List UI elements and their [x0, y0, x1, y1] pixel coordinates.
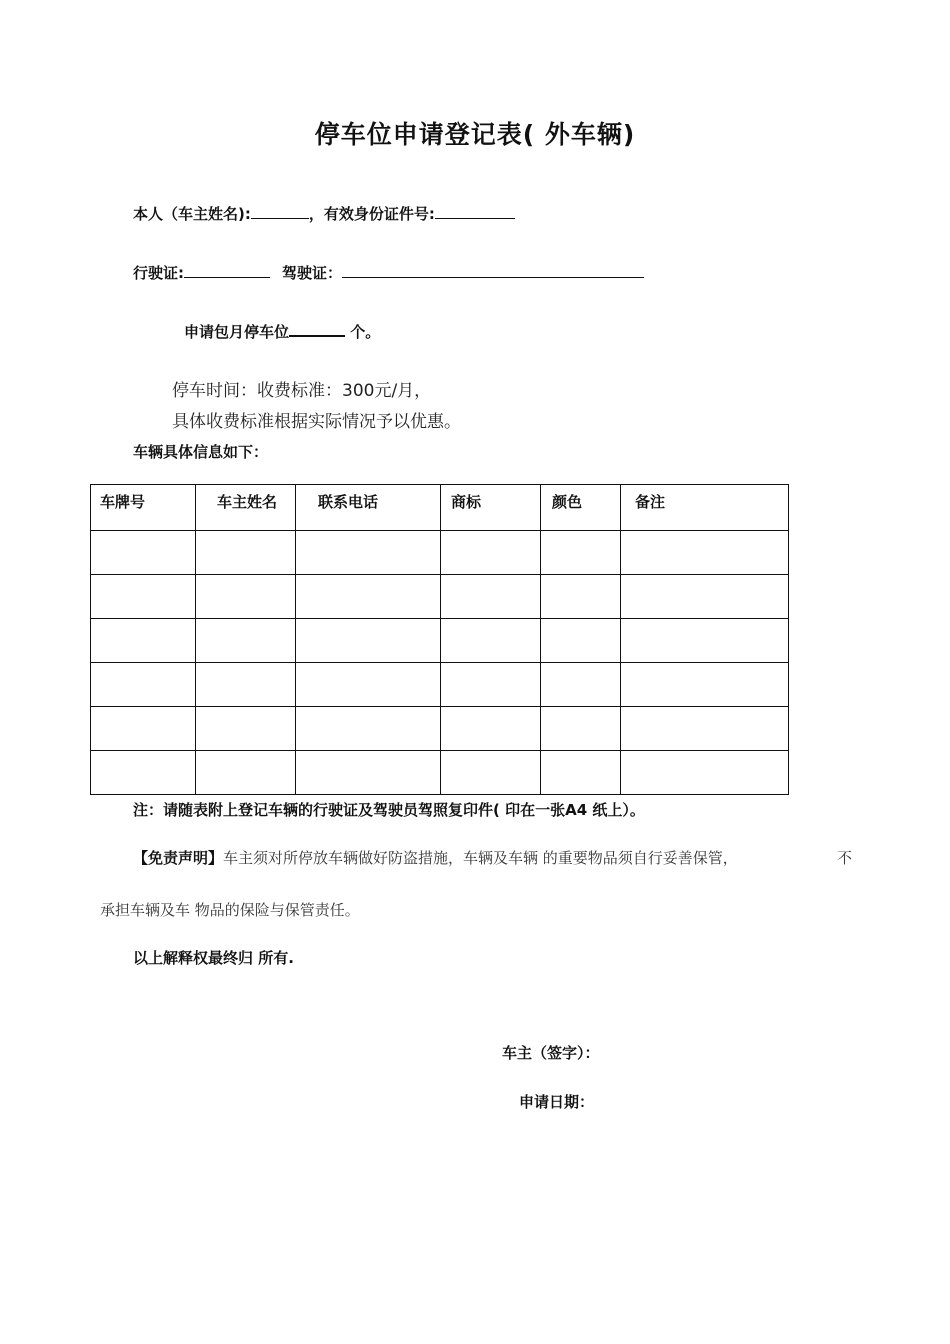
- form-title: 停车位申请登记表( 外车辆): [314, 120, 636, 149]
- id-number-label: ，有效身份证件号:: [308, 205, 435, 223]
- table-cell[interactable]: [541, 531, 621, 575]
- table-cell[interactable]: [541, 575, 621, 619]
- table-cell[interactable]: [296, 575, 441, 619]
- table-cell[interactable]: [91, 619, 196, 663]
- table-cell[interactable]: [541, 707, 621, 751]
- header-owner-name: 车主姓名: [196, 485, 296, 531]
- table-cell[interactable]: [441, 707, 541, 751]
- disclaimer-tag: 【免责声明】: [133, 849, 224, 867]
- driver-license-field[interactable]: [342, 263, 644, 278]
- table-cell[interactable]: [196, 575, 296, 619]
- table-cell[interactable]: [196, 707, 296, 751]
- table-cell[interactable]: [541, 619, 621, 663]
- apply-date-label: 申请日期：: [519, 1093, 595, 1111]
- disclaimer-text-1: 车主须对所停放车辆做好防盗措施，车辆及车辆 的重要物品须自行妥善保管，: [223, 849, 738, 867]
- driver-license-label: 驾驶证：: [282, 264, 343, 282]
- rights-statement: 以上解释权最终归 所有.: [133, 949, 294, 967]
- disclaimer-line-2: 承担车辆及车 物品的保险与保管责任。: [100, 901, 360, 919]
- table-row: [91, 663, 789, 707]
- table-cell[interactable]: [621, 531, 789, 575]
- vehicle-info-label: 车辆具体信息如下：: [133, 443, 269, 461]
- owner-signature-label: 车主（签字）：: [502, 1044, 600, 1062]
- license-line: [133, 262, 644, 283]
- table-cell[interactable]: [91, 663, 196, 707]
- table-cell[interactable]: [621, 707, 789, 751]
- table-row: [91, 707, 789, 751]
- table-cell[interactable]: [441, 663, 541, 707]
- table-cell[interactable]: [441, 531, 541, 575]
- header-remarks: 备注: [621, 485, 789, 531]
- table-cell[interactable]: [196, 751, 296, 795]
- table-cell[interactable]: [621, 751, 789, 795]
- table-cell[interactable]: [296, 663, 441, 707]
- table-cell[interactable]: [441, 575, 541, 619]
- table-cell[interactable]: [296, 619, 441, 663]
- table-cell[interactable]: [621, 619, 789, 663]
- table-cell[interactable]: [296, 707, 441, 751]
- table-cell[interactable]: [196, 531, 296, 575]
- table-row: [91, 531, 789, 575]
- vehicle-info-table: [90, 484, 789, 795]
- table-header-row: [91, 485, 789, 531]
- table-cell[interactable]: [296, 531, 441, 575]
- table-row: [91, 619, 789, 663]
- vehicle-license-field[interactable]: [184, 263, 270, 278]
- header-brand: 商标: [441, 485, 541, 531]
- fee-line-2: 具体收费标准根据实际情况予以优惠。: [172, 412, 461, 432]
- table-cell[interactable]: [91, 575, 196, 619]
- id-number-field[interactable]: [435, 204, 515, 219]
- disclaimer-line-1: [133, 847, 738, 868]
- owner-id-line: [133, 203, 515, 224]
- table-cell[interactable]: [196, 619, 296, 663]
- table-cell[interactable]: [91, 707, 196, 751]
- header-color: 颜色: [541, 485, 621, 531]
- header-plate: 车牌号: [91, 485, 196, 531]
- table-cell[interactable]: [621, 663, 789, 707]
- vehicle-license-label: 行驶证:: [133, 264, 184, 282]
- table-cell[interactable]: [441, 619, 541, 663]
- header-phone: 联系电话: [296, 485, 441, 531]
- apply-suffix: 个。: [345, 323, 381, 341]
- table-cell[interactable]: [441, 751, 541, 795]
- apply-line: [184, 321, 380, 342]
- table-cell[interactable]: [196, 663, 296, 707]
- owner-name-field[interactable]: [251, 204, 309, 219]
- attachment-note: 注：请随表附上登记车辆的行驶证及驾驶员驾照复印件( 印在一张A4 纸上）。: [133, 801, 645, 819]
- table-cell[interactable]: [541, 663, 621, 707]
- owner-name-label: 本人（车主姓名):: [133, 205, 251, 223]
- table-cell[interactable]: [541, 751, 621, 795]
- parking-count-field[interactable]: [289, 321, 345, 337]
- table-cell[interactable]: [621, 575, 789, 619]
- apply-prefix: 申请包月停车位: [184, 323, 290, 341]
- disclaimer-text-not: 不: [837, 849, 853, 867]
- table-row: [91, 751, 789, 795]
- table-cell[interactable]: [296, 751, 441, 795]
- table-cell[interactable]: [91, 751, 196, 795]
- table-cell[interactable]: [91, 531, 196, 575]
- fee-line-1: 停车时间：收费标准：300元/月，: [172, 381, 432, 401]
- table-row: [91, 575, 789, 619]
